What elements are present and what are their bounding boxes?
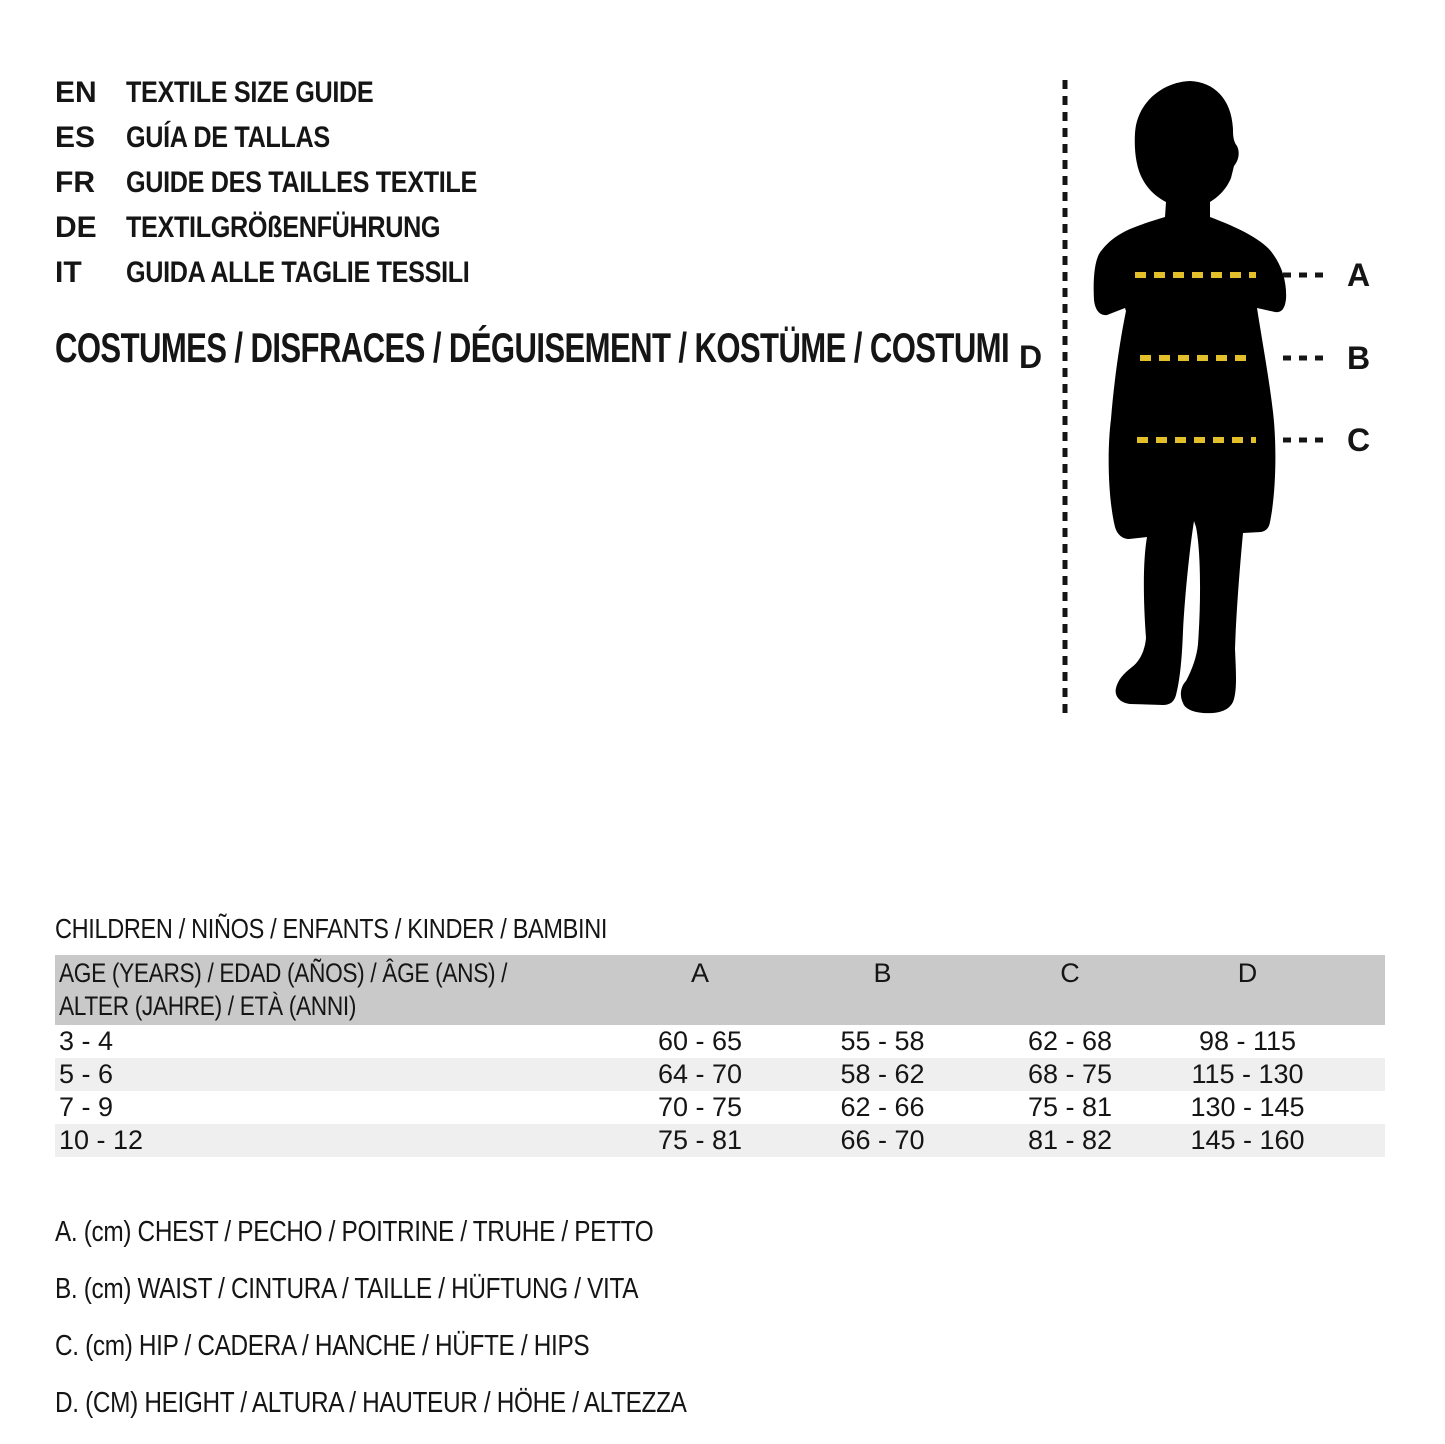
waist-cell: 55 - 58: [840, 1026, 925, 1056]
age-cell: 10 - 12: [59, 1125, 144, 1155]
table-row: [55, 1058, 1385, 1091]
age-cell: 3 - 4: [59, 1026, 114, 1056]
hip-cell: 75 - 81: [1027, 1092, 1113, 1122]
lang-code: EN: [55, 75, 97, 109]
child-silhouette-figure: [1000, 60, 1445, 740]
legend-hip: C. (cm) HIP / CADERA / HANCHE / HÜFTE / HIPS: [55, 1330, 590, 1362]
height-label-d: D: [1019, 339, 1043, 375]
hip-cell: 62 - 68: [1027, 1026, 1113, 1056]
age-column-header: AGE (YEARS) / EDAD (AÑOS) / ÂGE (ANS) / ALTER (JAHRE) / ETÀ (ANNI): [59, 958, 508, 1021]
children-size-table: [55, 955, 1385, 1157]
hip-cell: 68 - 75: [1027, 1059, 1113, 1089]
height-cell: 130 - 145: [1190, 1092, 1305, 1122]
legend-chest: A. (cm) CHEST / PECHO / POITRINE / TRUHE / PETTO: [55, 1216, 654, 1248]
hip-label-c: C: [1347, 422, 1371, 458]
table-header-row: [55, 955, 1385, 1025]
lang-title: TEXTILE SIZE GUIDE: [126, 75, 374, 109]
height-cell: 98 - 115: [1198, 1026, 1297, 1056]
chest-cell: 70 - 75: [657, 1092, 743, 1122]
column-header-c: C: [1060, 958, 1080, 988]
child-silhouette: [1094, 81, 1286, 713]
column-header-b: B: [873, 958, 892, 988]
lang-title: GUIDE DES TAILLES TEXTILE: [126, 165, 477, 199]
waist-cell: 62 - 66: [840, 1092, 925, 1122]
age-cell: 5 - 6: [59, 1059, 114, 1089]
height-cell: 115 - 130: [1191, 1059, 1304, 1089]
age-cell: 7 - 9: [59, 1092, 114, 1122]
chest-cell: 60 - 65: [657, 1026, 743, 1056]
hip-cell: 81 - 82: [1027, 1125, 1113, 1155]
height-cell: 145 - 160: [1190, 1125, 1305, 1155]
lang-title: TEXTILGRÖßENFÜHRUNG: [126, 210, 441, 244]
lang-code: FR: [55, 165, 95, 199]
lang-code: IT: [55, 255, 82, 289]
waist-label-b: B: [1347, 340, 1371, 376]
table-row: [55, 1091, 1385, 1124]
waist-cell: 58 - 62: [840, 1059, 925, 1089]
chest-cell: 75 - 81: [657, 1125, 743, 1155]
lang-title: GUIDA ALLE TAGLIE TESSILI: [126, 255, 470, 289]
chest-label-a: A: [1347, 257, 1371, 293]
size-table-title: CHILDREN / NIÑOS / ENFANTS / KINDER / BAMBINI: [55, 913, 608, 944]
table-row: [55, 1124, 1385, 1157]
category-title: COSTUMES / DISFRACES / DÉGUISEMENT / KOSTÜME / COSTUMI: [55, 324, 1010, 371]
legend-waist: B. (cm) WAIST / CINTURA / TAILLE / HÜFTUNG / VITA: [55, 1273, 639, 1305]
lang-title: GUÍA DE TALLAS: [126, 120, 330, 154]
waist-cell: 66 - 70: [840, 1125, 925, 1155]
column-header-d: D: [1237, 958, 1258, 988]
lang-code: DE: [55, 210, 97, 244]
chest-cell: 64 - 70: [657, 1059, 743, 1089]
legend-height: D. (CM) HEIGHT / ALTURA / HAUTEUR / HÖHE / ALTEZZA: [55, 1387, 687, 1419]
lang-code: ES: [55, 120, 96, 154]
measurement-legend: [55, 1204, 807, 1432]
column-header-a: A: [690, 958, 709, 988]
table-row: [55, 1025, 1385, 1058]
